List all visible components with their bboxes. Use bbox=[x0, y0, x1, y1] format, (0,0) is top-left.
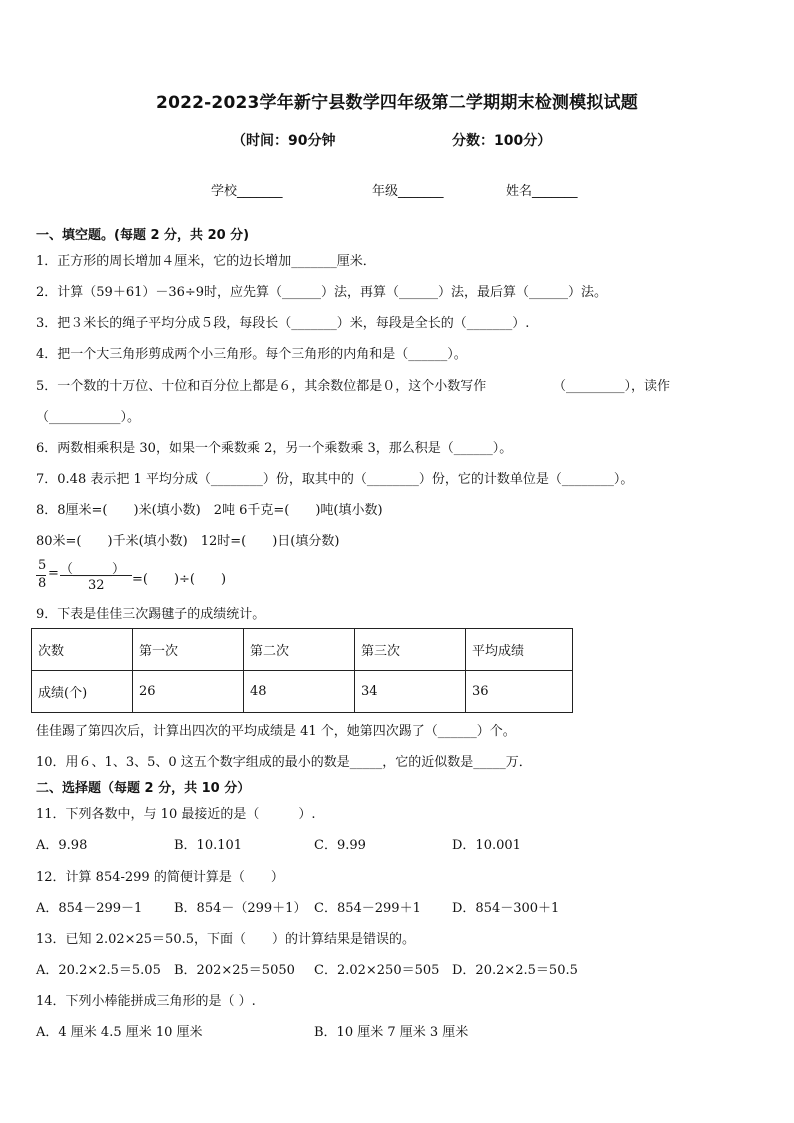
question-7: 7．0.48 表示把 1 平均分成（________）份，取其中的（________）份，它的计数单位是（________）。 bbox=[36, 472, 634, 487]
option-a: A．20.2×2.5＝5.05 bbox=[36, 963, 161, 978]
table-cell: 成绩(个) bbox=[32, 671, 133, 713]
option-c: C．9.99 bbox=[314, 838, 366, 853]
question-8-line-2: 80米=( )千米(填小数) 12时=( )日(填分数) bbox=[36, 534, 340, 549]
fraction-denominator-left: 8 bbox=[38, 576, 47, 591]
option-a: A．4 厘米 4.5 厘米 10 厘米 bbox=[36, 1025, 203, 1040]
question-1: 1．正方形的周长增加４厘米，它的边长增加_______厘米． bbox=[36, 254, 376, 269]
table-header-row bbox=[32, 629, 573, 671]
table-header-cell: 次数 bbox=[32, 629, 133, 671]
fraction-numerator-left: 5 bbox=[38, 558, 47, 573]
fraction-denominator-right: 32 bbox=[88, 578, 105, 593]
table-row bbox=[32, 671, 573, 713]
question-5: 5．一个数的十万位、十位和百分位上都是６，其余数位都是０，这个小数写作 bbox=[36, 379, 487, 394]
question-8-fraction bbox=[36, 558, 226, 594]
option-d: D．20.2×2.5＝50.5 bbox=[452, 963, 578, 978]
exam-score: 分数：100分） bbox=[452, 133, 552, 149]
fraction-division: =( )÷( ) bbox=[132, 572, 227, 587]
question-2: 2．计算（59＋61）－36÷9时，应先算（______）法，再算（______）法，最后算（______）法。 bbox=[36, 285, 608, 300]
score-table bbox=[31, 628, 573, 713]
question-14: 14．下列小棒能拼成三角形的是（ ）. bbox=[36, 994, 256, 1009]
option-b: B．10.101 bbox=[174, 838, 243, 853]
table-cell: 34 bbox=[355, 671, 466, 713]
question-4: 4．把一个大三角形剪成两个小三角形。每个三角形的内角和是（______）。 bbox=[36, 347, 467, 362]
option-b: B．854－（299＋1） bbox=[174, 901, 307, 916]
question-5-reading: （___________）。 bbox=[36, 410, 141, 425]
option-b: B．10 厘米 7 厘米 3 厘米 bbox=[314, 1025, 469, 1040]
table-header-cell: 第三次 bbox=[355, 629, 466, 671]
table-header-cell: 第一次 bbox=[133, 629, 244, 671]
option-b: B．202×25＝5050 bbox=[174, 963, 295, 978]
question-8: 8．8厘米=( )米(填小数) 2吨 6千克=( )吨(填小数) bbox=[36, 503, 383, 518]
question-6: 6．两数相乘积是 30，如果一个乘数乘 2，另一个乘数乘 3，那么积是（______）。 bbox=[36, 441, 513, 456]
question-13: 13．已知 2.02×25＝50.5，下面（ ）的计算结果是错误的。 bbox=[36, 932, 415, 947]
option-c: C．854－299＋1 bbox=[314, 901, 421, 916]
question-9-followup: 佳佳踢了第四次后，计算出四次的平均成绩是 41 个，她第四次踢了（______）个。 bbox=[36, 724, 516, 739]
table-cell: 48 bbox=[244, 671, 355, 713]
section-1-heading: 一、填空题。(每题 2 分，共 20 分) bbox=[36, 228, 250, 243]
fraction-numerator-right: （______） bbox=[60, 562, 126, 577]
fraction-equals: = bbox=[48, 566, 59, 581]
table-cell: 36 bbox=[466, 671, 573, 713]
option-d: D．854－300＋1 bbox=[452, 901, 560, 916]
question-11: 11．下列各数中，与 10 最接近的是（ ）. bbox=[36, 807, 316, 822]
table-header-cell: 平均成绩 bbox=[466, 629, 573, 671]
school-field: 学校_______ bbox=[211, 184, 283, 199]
option-c: C．2.02×250＝505 bbox=[314, 963, 440, 978]
question-5-blank: （_________），读作 bbox=[553, 379, 671, 394]
page-title: 2022-2023学年新宁县数学四年级第二学期期末检测模拟试题 bbox=[156, 93, 638, 113]
table-header-cell: 第二次 bbox=[244, 629, 355, 671]
name-field: 姓名_______ bbox=[506, 184, 578, 199]
question-10: 10．用６、1、3、5、0 这五个数字组成的最小的数是_____，它的近似数是_____万． bbox=[36, 755, 532, 770]
question-12: 12．计算 854-299 的简便计算是（ ） bbox=[36, 870, 284, 885]
fraction-bar-right bbox=[60, 575, 132, 576]
section-2-heading: 二、选择题（每题 2 分，共 10 分） bbox=[36, 781, 251, 796]
option-a: A．854－299－1 bbox=[36, 901, 143, 916]
option-d: D．10.001 bbox=[452, 838, 521, 853]
option-a: A．9.98 bbox=[36, 838, 88, 853]
table-cell: 26 bbox=[133, 671, 244, 713]
question-3: 3．把３米长的绳子平均分成５段，每段长（_______）米，每段是全长的（_______）. bbox=[36, 316, 530, 331]
exam-time: （时间：90分钟 bbox=[232, 133, 336, 149]
question-9: 9．下表是佳佳三次踢毽子的成绩统计。 bbox=[36, 607, 266, 622]
grade-field: 年级_______ bbox=[372, 184, 444, 199]
